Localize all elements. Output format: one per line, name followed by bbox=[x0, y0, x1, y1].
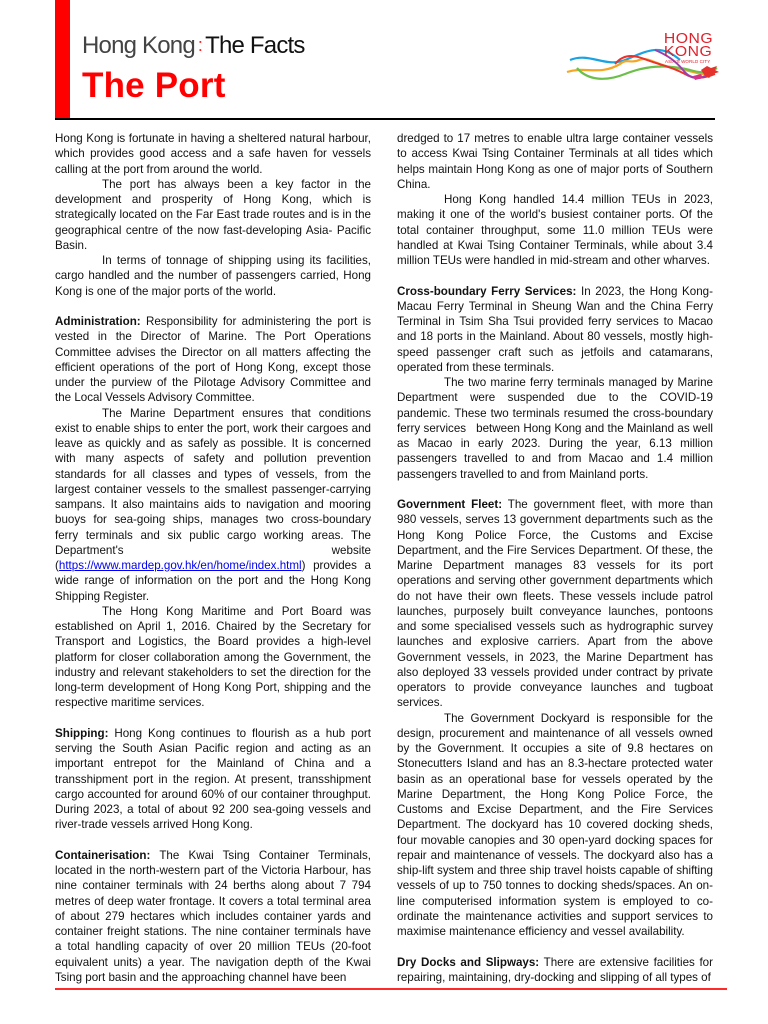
ferry-text: In 2023, the Hong Kong-Macau Ferry Terminal in Sheung Wan and the China Ferry Terminal in Tsim Sha Tsui provided ferry services to Macao and 18 ports in the Mainland. About 80 vessels, mostly high-speed passenger craft such as jetfoils and catamarans, operated from these terminals. bbox=[397, 284, 713, 374]
intro-paragraph-1: Hong Kong is fortunate in having a sheltered natural harbour, which provides good access and a safe haven for vessels calling at the port from around the world. bbox=[55, 132, 371, 176]
logo-line-1: HONG bbox=[663, 30, 714, 47]
fleet-section bbox=[397, 497, 713, 711]
intro-paragraph-3: In terms of tonnage of shipping using its facilities, cargo handled and the number of passengers carried, Hong Kong is one of the major ports of the world. bbox=[55, 254, 371, 298]
containerisation-paragraph-2: Hong Kong handled 14.4 million TEUs in 2023, making it one of the world's busiest container ports. Of the total container throughput, some 11.0 million TEUs were handled at Kwai Tsing Container Terminals, while about 3.4 million TEUs were handled in mid-stream and other wharves. bbox=[397, 193, 713, 267]
shipping-section bbox=[55, 726, 371, 833]
mardep-website-link[interactable]: https://www.mardep.gov.hk/en/home/index.html bbox=[58, 559, 302, 572]
shipping-heading: Shipping: bbox=[55, 726, 109, 740]
containerisation-heading: Containerisation: bbox=[55, 848, 151, 862]
administration-paragraph-2 bbox=[55, 406, 371, 604]
containerisation-text: The Kwai Tsing Container Terminals, located in the north-western part of the Victoria Harbour, has nine container terminals with 24 berths along about 7 794 metres of deep water frontage. It covers a total terminal area of about 279 hectares which includes container yards and container freight stations. The nine container terminals have a total handling capacity of over 20 million TEUs (20-foot equivalent units) a year. The navigation depth of the Kwai Tsing port basin and the approaching channel have been bbox=[55, 848, 371, 984]
brand-hong-kong-logo bbox=[565, 30, 730, 90]
administration-section bbox=[55, 314, 371, 406]
logo-wordmark bbox=[664, 32, 713, 58]
header-divider bbox=[55, 118, 715, 120]
administration-heading: Administration: bbox=[55, 315, 141, 328]
drydocks-section bbox=[397, 955, 713, 986]
series-separator: : bbox=[197, 35, 203, 55]
ferry-heading: Cross-boundary Ferry Services: bbox=[397, 284, 577, 298]
shipping-text: Hong Kong continues to flourish as a hub port serving the South Asian Pacific region and acting as an important entrepot for the Mainland of China and a transshipment port in the region. At present, transshipment cargo accounted for around 60% of our container throughput. During 2023, a total of about 92 200 sea-going vessels and river-trade vessels arrived Hong Kong. bbox=[55, 726, 371, 832]
drydocks-heading: Dry Docks and Slipways: bbox=[397, 955, 540, 969]
ferry-paragraph-2: The two marine ferry terminals managed by Marine Department were suspended due to the COVID-19 pandemic. These two terminals resumed the cross-boundary ferry services between Hong Kong and the Mainland as well as Macao in early 2023. During the year, 6.13 million passengers travelled to and from Macao and 1.4 million passengers travelled to and from Mainland ports. bbox=[397, 376, 713, 481]
dockyard-paragraph: The Government Dockyard is responsible for the design, procurement and maintenance of all vessels owned by the Government. It occupies a site of 9.8 hectares on Stonecutters Island and has an 8.3-hectare protected water basin as an operational base for vessels operated by the Marine Department, the Hong Kong Police Force, the Customs and Excise Department, and the Fire Services Department. The dockyard has 10 covered docking sheds, four movable canopies and 30 open-yard docking spaces for repair and maintenance of vessels. The dockyard also has a ship-lift system and three ship travel hoists capable of shifting vessels of up to 750 tonnes to docking sheds/spaces. An on-line computerised information system is employed to co-ordinate the maintenance activities and support services to maximise maintenance efficiency and vessel availability. bbox=[397, 711, 713, 938]
containerisation-section bbox=[55, 848, 371, 985]
intro-paragraph-2: The port has always been a key factor in the development and prosperity of Hong Kong, which is strategically located on the Far East trade routes and is in the geographical centre of the now fast-developing Asia- Pacific Basin. bbox=[55, 177, 371, 252]
left-column bbox=[55, 131, 371, 985]
administration-text-2: The Marine Department ensures that conditions exist to enable ships to enter the port, work their cargoes and leave as quickly and as safely as possible. It is concerned with many aspects of safety and pollution prevention standards for all classes and types of vessels, from the largest container vessels to the smallest passenger-carrying sampans. It also maintains aids to navigation and mooring buoys for sea-going ships, manages two cross-boundary ferry terminals and six public cargo working areas. The Department's website ( bbox=[55, 406, 371, 572]
footer-divider bbox=[55, 988, 727, 990]
drydocks-text: There are extensive facilities for repairing, maintaining, dry-docking and slipping of all types of bbox=[397, 955, 713, 984]
header-accent-bar bbox=[55, 0, 70, 118]
series-suffix: The Facts bbox=[205, 32, 305, 59]
series-prefix: Hong Kong bbox=[82, 32, 195, 59]
fleet-heading: Government Fleet: bbox=[397, 498, 503, 511]
logo-tagline: ASIA'S WORLD CITY bbox=[665, 59, 711, 64]
right-column bbox=[397, 131, 713, 985]
series-title bbox=[82, 32, 305, 60]
administration-paragraph-3: The Hong Kong Maritime and Port Board was established on April 1, 2016. Chaired by the Secretary for Transport and Logistics, the Board provides a high-level platform for closer collaboration among the Government, the industry and relevant stakeholders to set the direction for the long-term development of Hong Kong Port, shipping and the respective maritime services. bbox=[55, 604, 371, 710]
containerisation-continued: dredged to 17 metres to enable ultra large container vessels to access Kwai Tsing Container Terminals at all tides which helps maintain Hong Kong as one of major ports of Southern China. bbox=[397, 132, 713, 191]
page-title: The Port bbox=[82, 66, 226, 105]
administration-text-2b: ) provides a wide range of information on the port and the Hong Kong Shipping Register. bbox=[55, 559, 371, 603]
ferry-section bbox=[397, 284, 713, 376]
administration-text: Responsibility for administering the port is vested in the Director of Marine. The Port Operations Committee advises the Director on all matters affecting the efficient operations of the port of Hong Kong, except those under the purview of the Pilotage Advisory Committee and the Local Vessels Advisory Committee. bbox=[55, 315, 371, 405]
logo-line-2: KONG bbox=[663, 43, 713, 60]
fleet-text: The government fleet, with more than 980 vessels, serves 13 government departments such as the Hong Kong Police Force, the Customs and Excise Department, and the Fire Services Department. Of these, the Marine Department manages 83 vessels for its port operations and serving other government departments which do not have their own fleets. These vessels include patrol launches, purposely built conveyance launches, pontoons and some specialised vessels such as hydrographic survey launches and explosive carriers. Apart from the above Government vessels, in 2023, the Marine Department has also deployed 33 vessels provided under contract by private operators to provide conveyance launches and tugboat services. bbox=[397, 498, 713, 710]
